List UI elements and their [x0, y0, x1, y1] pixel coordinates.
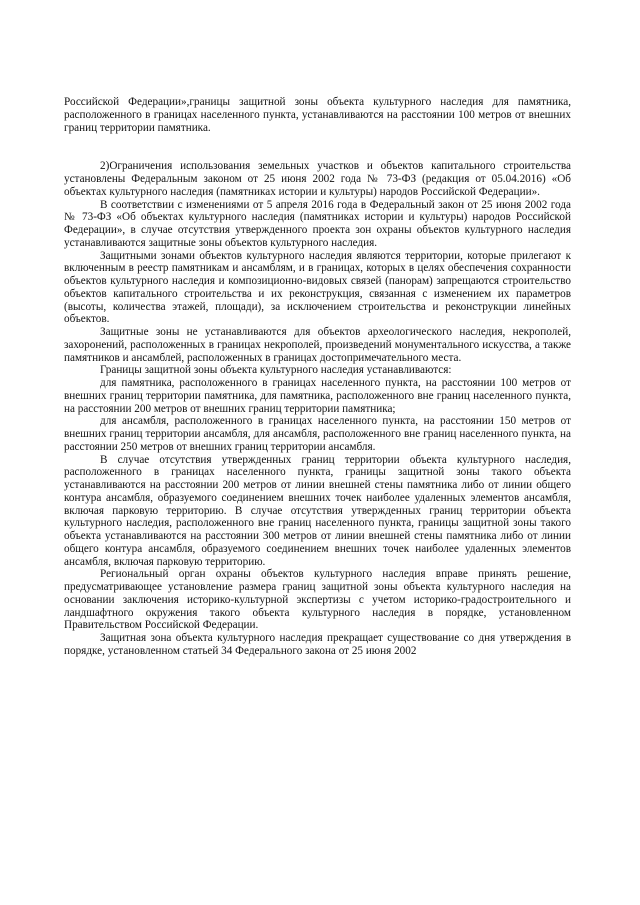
paragraph-9: В случае отсутствия утвержденных границ территории объекта культурного наследия, расположенного в границах населенного пункта, границы защитной зоны такого объекта устанавливаются на расстоянии 200 метров от линии внешней стены памятника либо от линии общего контура ансамбля, образуемого соединением внешних точек наиболее удаленных элементов ансамбля, включая парковую территорию. В случае отсутствия утвержденных границ территории объекта культурного наследия, расположенного вне границ населенного пункта, границы защитной зоны такого объекта устанавливаются на расстоянии 300 метров от линии внешней стены памятника либо от линии общего контура ансамбля, образуемого соединением внешних точек наиболее удаленных элементов ансамбля, включая парковую территорию.: [64, 453, 571, 568]
paragraph-4: Защитными зонами объектов культурного наследия являются территории, которые прилегают к включенным в реестр памятникам и ансамблям, и в границах, которых в целях обеспечения сохранности объектов культурного наследия и композиционно-видовых связей (панорам) запрещаются строительство объектов капитального строительства и их реконструкция, связанная с изменением их параметров (высоты, количества этажей, площади), за исключением строительства и реконструкции линейных объектов.: [64, 249, 571, 326]
paragraph-8: для ансамбля, расположенного в границах населенного пункта, на расстоянии 150 метров от внешних границ территории ансамбля, для ансамбля, расположенного вне границ населенного пункта, на расстоянии 250 метров от внешних границ территории ансамбля.: [64, 415, 571, 453]
paragraph-10: Региональный орган охраны объектов культурного наследия вправе принять решение, предусматривающее установление размера границ защитной зоны объекта культурного наследия на основании заключения историко-культурной экспертизы с учетом историко-градостроительного и ландшафтного окружения такого объекта культурного наследия в порядке, установленном Правительством Российской Федерации.: [64, 568, 571, 632]
paragraph-6: Границы защитной зоны объекта культурного наследия устанавливаются:: [100, 364, 452, 377]
paragraph-2: 2)Ограничения использования земельных участков и объектов капитального строительства установлены Федеральным законом от 25 июня 2002 года № 73-ФЗ (редакция от 05.04.2016) «Об объектах культурного наследия (памятниках истории и культуры) народов Российской Федерации».: [64, 160, 571, 198]
paragraph-7: для памятника, расположенного в границах населенного пункта, на расстоянии 100 метров от внешних границ территории памятника, для памятника, расположенного вне границ населенного пункта, на расстоянии 200 метров от внешних границ территории памятника;: [64, 377, 571, 415]
paragraph-11: Защитная зона объекта культурного наследия прекращает существование со дня утверждения в порядке, установленном статьей 34 Федерального закона от 25 июня 2002: [64, 632, 571, 657]
document-page: [64, 96, 571, 658]
paragraph-3: В соответствии с изменениями от 5 апреля 2016 года в Федеральный закон от 25 июня 2002 года № 73-ФЗ «Об объектах культурного наследия (памятниках истории и культуры) народов Российской Федерации», в случае отсутствия утвержденного проекта зон охраны объектов культурного наследия устанавливаются защитные зоны объектов культурного наследия.: [64, 198, 571, 249]
paragraph-1: Российской Федерации»,границы защитной зоны объекта культурного наследия для памятника, расположенного в границах населенного пункта, устанавливаются на расстоянии 100 метров от внешних границ территории памятника.: [64, 96, 571, 134]
paragraph-5: Защитные зоны не устанавливаются для объектов археологического наследия, некрополей, захоронений, расположенных в границах некрополей, произведений монументального искусства, а также памятников и ансамблей, расположенных в границах достопримечательного места.: [64, 326, 571, 364]
